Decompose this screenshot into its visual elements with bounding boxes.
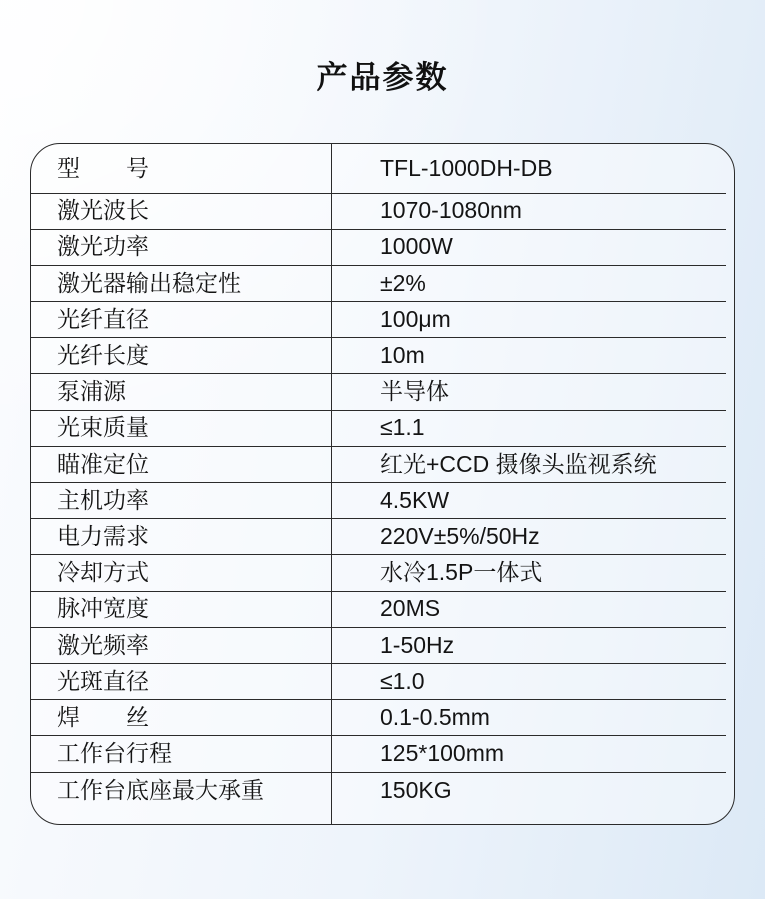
spec-row — [31, 591, 734, 627]
spec-value: 4.5KW — [380, 486, 450, 513]
spec-value: ±2% — [380, 269, 426, 296]
spec-value: 红光+CCD 摄像头监视系统 — [380, 450, 657, 477]
spec-value: 20MS — [380, 595, 441, 622]
spec-value: 150KG — [380, 777, 452, 804]
spec-row — [31, 265, 734, 301]
spec-label: 泵浦源 — [57, 378, 126, 405]
spec-label: 主机功率 — [57, 486, 149, 513]
spec-row — [31, 772, 734, 824]
spec-label: 冷却方式 — [57, 559, 149, 586]
spec-label: 激光波长 — [57, 197, 149, 224]
spec-table — [30, 143, 735, 825]
spec-row — [31, 338, 734, 374]
spec-label: 焊 丝 — [57, 703, 149, 730]
spec-label: 脉冲宽度 — [57, 595, 149, 622]
spec-row — [31, 663, 734, 699]
spec-label: 光纤长度 — [57, 342, 149, 369]
spec-value: 100μm — [380, 305, 451, 332]
spec-value: 1070-1080nm — [380, 197, 522, 224]
spec-label: 工作台底座最大承重 — [57, 777, 264, 804]
spec-row — [31, 555, 734, 591]
spec-value: 1000W — [380, 233, 453, 260]
spec-value: ≤1.0 — [380, 667, 425, 694]
spec-row — [31, 193, 734, 229]
spec-value: 220V±5%/50Hz — [380, 522, 540, 549]
spec-row — [31, 700, 734, 736]
spec-value: ≤1.1 — [380, 414, 425, 441]
page-title: 产品参数 — [316, 60, 449, 95]
spec-label: 电力需求 — [57, 522, 149, 549]
spec-label: 激光器输出稳定性 — [57, 269, 241, 296]
spec-value: 125*100mm — [380, 740, 505, 767]
spec-row — [31, 229, 734, 265]
spec-row — [31, 374, 734, 410]
spec-label: 型 号 — [57, 154, 149, 181]
spec-label: 光纤直径 — [57, 305, 149, 332]
spec-value: 1-50Hz — [380, 631, 455, 658]
spec-row — [31, 446, 734, 482]
spec-value: 0.1-0.5mm — [380, 703, 490, 730]
spec-label: 激光频率 — [57, 631, 149, 658]
spec-row — [31, 410, 734, 446]
spec-row — [31, 519, 734, 555]
spec-value: 水冷1.5P一体式 — [380, 559, 543, 586]
spec-row — [31, 483, 734, 519]
spec-label: 工作台行程 — [57, 740, 172, 767]
spec-value: 半导体 — [380, 378, 449, 405]
spec-value: 10m — [380, 342, 425, 369]
spec-rows — [31, 144, 734, 824]
spec-row — [31, 302, 734, 338]
spec-label: 激光功率 — [57, 233, 149, 260]
spec-label: 光斑直径 — [57, 667, 149, 694]
spec-row — [31, 144, 734, 193]
spec-label: 光束质量 — [57, 414, 149, 441]
spec-value: TFL-1000DH-DB — [380, 154, 553, 181]
spec-label: 瞄准定位 — [57, 450, 149, 477]
spec-row — [31, 627, 734, 663]
spec-row — [31, 736, 734, 772]
